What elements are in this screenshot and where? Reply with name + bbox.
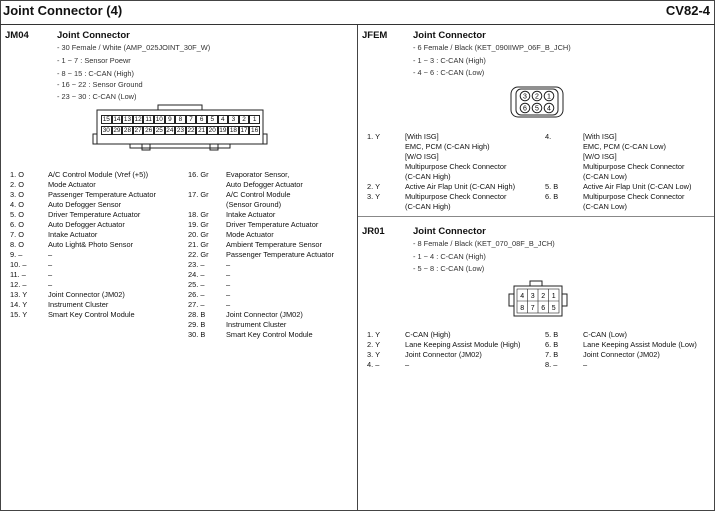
pin-description: Passenger Temperature Actuator — [48, 190, 156, 199]
pin-cell: 7 — [186, 115, 197, 124]
pin-row-top — [101, 115, 260, 124]
pin-description: – — [405, 360, 410, 369]
pin-description: Instrument Cluster — [226, 320, 287, 329]
pin-number: 8. O — [10, 240, 24, 249]
pin-description: Multipurpose Check Connector — [583, 162, 685, 171]
pin-description: (C-CAN High) — [405, 172, 451, 181]
pin-cell: 19 — [219, 127, 227, 134]
pin-number: 4. — [545, 132, 552, 141]
pin-label: 2 — [541, 293, 546, 300]
spec-line: - 6 Female / Black (KET_090IIWP_06F_B_JCH) — [413, 43, 571, 52]
pin-number: 4. O — [10, 200, 24, 209]
pin-description: – — [226, 290, 231, 299]
pin-number: 15. Y — [10, 310, 28, 319]
pin-description: A/C Control Module (Vref (+5)) — [48, 170, 149, 179]
pin-cell: 26 — [145, 127, 153, 134]
pin-number: 6. B — [545, 340, 559, 349]
pin-description: Driver Temperature Actuator — [48, 210, 141, 219]
pin-cell: 23 — [176, 127, 184, 134]
connector-title: Joint Connector — [413, 30, 486, 41]
pin-cell: 27 — [134, 127, 142, 134]
connector-diagram-jr01 — [508, 280, 568, 320]
pin-cell: 29 — [113, 127, 121, 134]
pin-description: Driver Temperature Actuator — [226, 220, 319, 229]
pin-label: 5 — [551, 305, 556, 312]
spec-line: - 16 ~ 22 : Sensor Ground — [57, 80, 143, 89]
pin-description: – — [48, 250, 53, 259]
pin-cell: 13 — [123, 116, 132, 123]
pin-description: – — [226, 260, 231, 269]
pin-label: 1 — [551, 293, 556, 300]
pin-cell: 22 — [187, 127, 195, 134]
connector-title: Joint Connector — [413, 226, 486, 237]
pin-cell: 30 — [102, 127, 110, 134]
pin-cell: 5 — [207, 115, 218, 124]
spec-line: - 8 ~ 15 : C-CAN (High) — [57, 69, 135, 78]
pin-label: 4 — [547, 105, 551, 113]
pin-cell: 12 — [134, 116, 142, 123]
pin-label: 6 — [523, 105, 527, 113]
pin-description: – — [48, 270, 53, 279]
pin-cell: 25 — [155, 127, 163, 134]
pin-description: – — [226, 300, 231, 309]
pin-cell: 15 — [102, 116, 110, 123]
pin-label: 8 — [520, 305, 525, 312]
pin-number: 5. B — [545, 330, 559, 339]
spec-line: - 1 ~ 3 : C-CAN (High) — [413, 56, 486, 65]
pin-description: – — [583, 360, 588, 369]
pin-cell: 20 — [208, 127, 216, 134]
pin-number: 7. B — [545, 350, 559, 359]
pin-description: [With ISG] — [405, 132, 439, 141]
connector-id: JFEM — [362, 30, 388, 41]
pin-description: [With ISG] — [583, 132, 617, 141]
pin-number: 8. – — [545, 360, 558, 369]
pin-number: 21. Gr — [188, 240, 209, 249]
pin-cell: 28 — [123, 127, 132, 134]
pin-description: C-CAN (High) — [405, 330, 451, 339]
pin-number: 6. B — [545, 192, 559, 201]
pin-number: 13. Y — [10, 290, 28, 299]
connector-title: Joint Connector — [57, 30, 130, 41]
pin-number: 17. Gr — [188, 190, 209, 199]
pin-description: Multipurpose Check Connector — [583, 192, 685, 201]
pin-description: [W/O ISG] — [583, 152, 617, 161]
page-code: CV82-4 — [665, 3, 710, 18]
pin-number: 2. Y — [367, 340, 381, 349]
pin-number: 2. O — [10, 180, 24, 189]
pin-description: – — [48, 260, 53, 269]
pin-number: 3. Y — [367, 192, 381, 201]
pin-description: Auto Light& Photo Sensor — [48, 240, 134, 249]
pin-description: Ambient Temperature Sensor — [226, 240, 322, 249]
pin-number: 10. – — [10, 260, 27, 269]
pin-description: Joint Connector (JM02) — [48, 290, 125, 299]
pin-description: (C-CAN High) — [405, 202, 451, 211]
pin-number: 5. B — [545, 182, 559, 191]
pin-cell: 17 — [240, 127, 248, 134]
pin-number: 9. – — [10, 250, 23, 259]
pin-row-bottom — [101, 126, 260, 135]
pin-number: 7. O — [10, 230, 24, 239]
pin-cell: 24 — [166, 127, 174, 134]
pin-description: A/C Control Module — [226, 190, 291, 199]
pin-number: 12. – — [10, 280, 27, 289]
pin-description: Mode Actuator — [226, 230, 274, 239]
pin-label: 1 — [547, 93, 551, 101]
pin-description: Passenger Temperature Actuator — [226, 250, 334, 259]
pin-description: (Sensor Ground) — [226, 200, 282, 209]
spec-line: - 8 Female / Black (KET_070_08F_B_JCH) — [413, 239, 555, 248]
spec-line: - 23 ~ 30 : C-CAN (Low) — [57, 92, 137, 101]
pin-description: Active Air Flap Unit (C-CAN High) — [405, 182, 516, 191]
pin-number: 16. Gr — [188, 170, 209, 179]
pin-description: Auto Defogger Actuator — [48, 220, 125, 229]
page-title: Joint Connector (4) — [3, 3, 123, 18]
pin-number: 5. O — [10, 210, 24, 219]
pin-label: 6 — [541, 305, 546, 312]
pin-label: 4 — [520, 293, 525, 300]
pin-cell: 18 — [229, 127, 237, 134]
pin-number: 22. Gr — [188, 250, 209, 259]
pin-description: Joint Connector (JM02) — [583, 350, 660, 359]
page-header — [0, 0, 715, 25]
pin-number: 3. Y — [367, 350, 381, 359]
pin-description: Multipurpose Check Connector — [405, 192, 507, 201]
pin-description: – — [226, 270, 231, 279]
pin-number: 27. – — [188, 300, 205, 309]
pin-cell: 21 — [198, 127, 206, 134]
pin-description: Instrument Cluster — [48, 300, 109, 309]
pin-number: 1. Y — [367, 330, 381, 339]
pin-label: 3 — [530, 293, 535, 300]
pin-description: Mode Actuator — [48, 180, 96, 189]
connector-diagram-jfem — [510, 86, 564, 118]
pin-number: 29. B — [188, 320, 206, 329]
pin-number: 6. O — [10, 220, 24, 229]
pin-description: (C-CAN Low) — [583, 172, 627, 181]
pin-description: EMC, PCM (C-CAN Low) — [583, 142, 666, 151]
pin-cell: 16 — [251, 127, 259, 134]
pin-description: Auto Defogger Actuator — [226, 180, 303, 189]
pin-label: 2 — [535, 93, 539, 101]
pin-cell: 9 — [165, 115, 176, 124]
pin-number: 20. Gr — [188, 230, 209, 239]
pin-description: Lane Keeping Assist Module (High) — [405, 340, 521, 349]
column-divider — [357, 25, 358, 511]
pin-number: 24. – — [188, 270, 205, 279]
connector-diagram-jm04 — [96, 104, 264, 154]
pin-cell: 6 — [196, 115, 207, 124]
pin-description: – — [48, 280, 53, 289]
pin-description: Smart Key Control Module — [226, 330, 313, 339]
pin-number: 23. – — [188, 260, 205, 269]
spec-line: - 30 Female / White (AMP_025JOINT_30F_W) — [57, 43, 211, 52]
pin-number: 2. Y — [367, 182, 381, 191]
pin-description: Active Air Flap Unit (C-CAN Low) — [583, 182, 692, 191]
spec-line: - 1 ~ 4 : C-CAN (High) — [413, 252, 486, 261]
pin-cell: 11 — [145, 116, 152, 123]
pin-number: 18. Gr — [188, 210, 209, 219]
connector-id: JR01 — [362, 226, 385, 237]
pin-cell: 4 — [218, 115, 229, 124]
pin-cell: 10 — [155, 116, 163, 123]
pin-number: 28. B — [188, 310, 206, 319]
pin-description: Lane Keeping Assist Module (Low) — [583, 340, 697, 349]
pin-description: Intake Actuator — [226, 210, 276, 219]
pin-number: 1. O — [10, 170, 24, 179]
pin-label: 3 — [523, 93, 527, 101]
pin-description: Multipurpose Check Connector — [405, 162, 507, 171]
pin-description: C-CAN (Low) — [583, 330, 627, 339]
spec-line: - 5 ~ 8 : C-CAN (Low) — [413, 264, 485, 273]
pin-description: EMC, PCM (C-CAN High) — [405, 142, 490, 151]
spec-line: - 1 ~ 7 : Sensor Poewr — [57, 56, 131, 65]
pin-number: 25. – — [188, 280, 205, 289]
pin-number: 3. O — [10, 190, 24, 199]
pin-description: Auto Defogger Sensor — [48, 200, 122, 209]
connector-id: JM04 — [5, 30, 29, 41]
pin-description: Joint Connector (JM02) — [405, 350, 482, 359]
pin-cell: 14 — [113, 116, 121, 123]
pin-number: 4. – — [367, 360, 380, 369]
pin-description: Smart Key Control Module — [48, 310, 135, 319]
pin-description: (C-CAN Low) — [583, 202, 627, 211]
pin-number: 30. B — [188, 330, 206, 339]
pin-number: 1. Y — [367, 132, 381, 141]
pin-cell: 2 — [239, 115, 250, 124]
pin-label: 5 — [535, 105, 539, 113]
pin-description: – — [226, 280, 231, 289]
pin-description: Evaporator Sensor, — [226, 170, 290, 179]
pin-description: Joint Connector (JM02) — [226, 310, 303, 319]
spec-line: - 4 ~ 6 : C-CAN (Low) — [413, 68, 485, 77]
section-divider — [358, 216, 714, 217]
pin-cell: 1 — [249, 115, 260, 124]
pin-description: [W/O ISG] — [405, 152, 439, 161]
pin-cell: 3 — [228, 115, 239, 124]
pin-cell: 8 — [175, 115, 186, 124]
pin-number: 19. Gr — [188, 220, 209, 229]
pin-label: 7 — [530, 305, 535, 312]
pin-number: 11. – — [10, 270, 26, 279]
pin-description: Intake Actuator — [48, 230, 98, 239]
pin-number: 26. – — [188, 290, 205, 299]
pin-number: 14. Y — [10, 300, 28, 309]
